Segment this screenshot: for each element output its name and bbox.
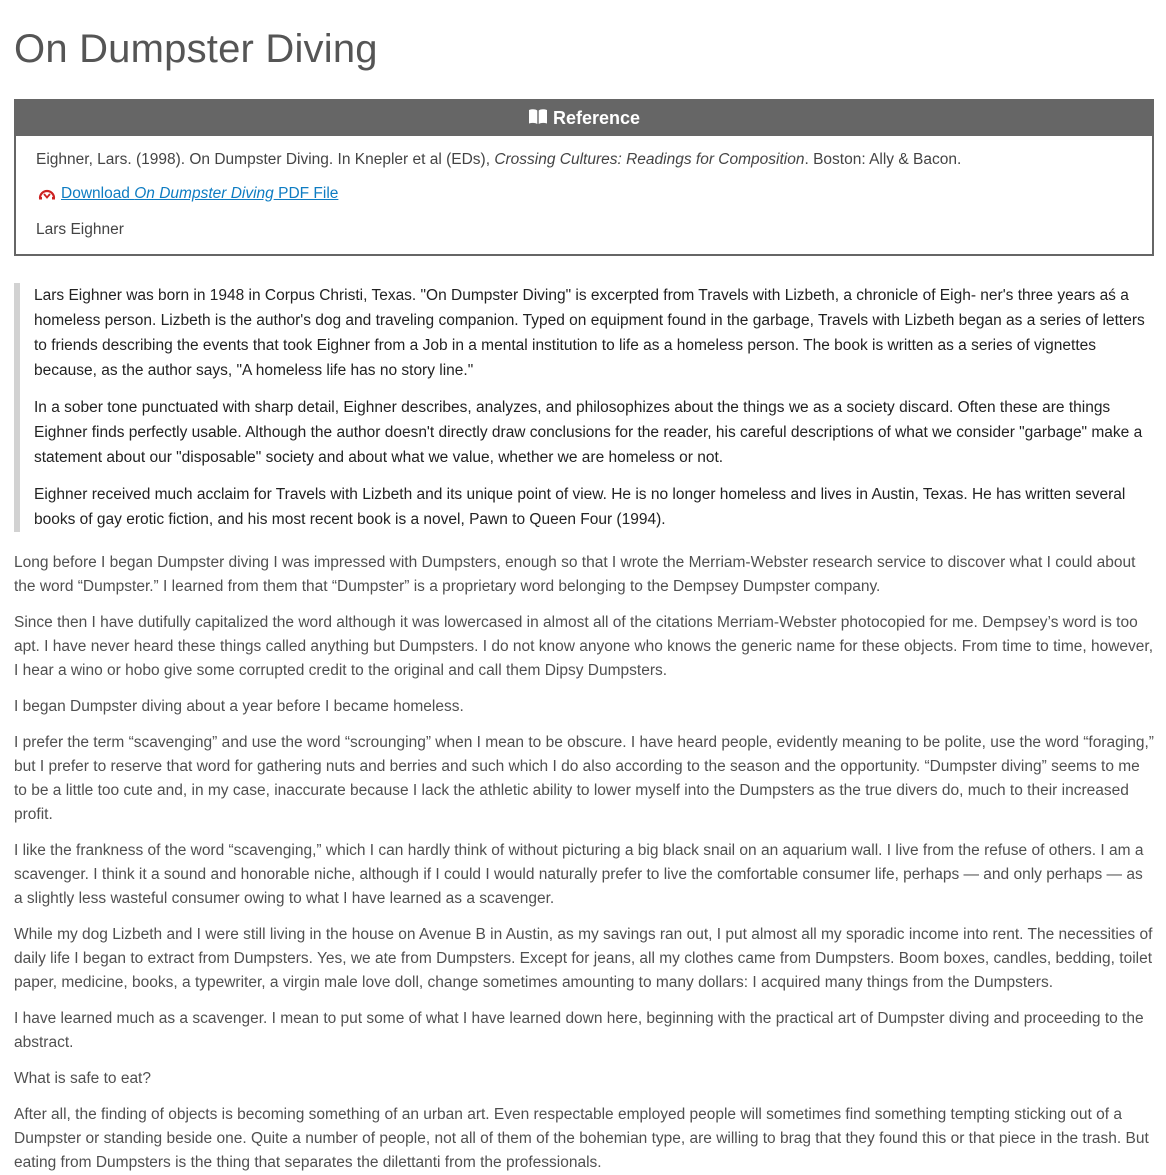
article-paragraph: While my dog Lizbeth and I were still living in the house on Avenue B in Austin, as my savings ran out, I put almost all my sporadic income into rent. The necessities of daily life I began to extract from Dumpsters. Yes, we ate from Dumpsters. Except for jeans, all my clothes came from Dumpsters. Boom boxes, candles, bedding, toilet paper, medicine, books, a typewriter, a virgin male love doll, change sometimes amounting to many dollars: I acquired many things from the Dumpsters.: [14, 926, 1153, 991]
reference-box: [14, 99, 1154, 256]
download-file-icon: [38, 184, 56, 208]
article-paragraph: What is safe to eat?: [14, 1070, 151, 1087]
intro-paragraph: In a sober tone punctuated with sharp detail, Eighner describes, analyzes, and philosophizes about the things we as a society discard. Often these are things Eighner finds perfectly usable. Although the author doesn't directly draw conclusions for the reader, his careful descriptions of what we consider "garbage" make a statement about our "disposable" society and about what we value, whether we are homeless or not.: [34, 399, 1143, 466]
page-title: On Dumpster Diving: [14, 27, 378, 71]
download-pdf-link[interactable]: [61, 185, 338, 202]
reference-body: [16, 136, 1152, 254]
reference-author: Lars Eighner: [36, 221, 124, 238]
book-open-icon: [528, 108, 553, 130]
download-link-suffix: PDF File: [273, 185, 339, 202]
article-paragraph: I have learned much as a scavenger. I mean to put some of what I have learned down here, beginning with the practical art of Dumpster diving and proceeding to the abstract.: [14, 1010, 1144, 1051]
citation-book-title: Crossing Cultures: Readings for Composition: [494, 151, 805, 168]
download-link-title: On Dumpster Diving: [134, 185, 274, 202]
download-link-prefix: Download: [61, 185, 135, 202]
intro-paragraph: Eighner received much acclaim for Travels with Lizbeth and its unique point of view. He is no longer homeless and lives in Austin, Texas. He has written several books of gay erotic fiction, and his most recent book is a novel, Pawn to Queen Four (1994).: [34, 486, 1126, 528]
article-paragraph: I prefer the term “scavenging” and use the word “scrounging” when I mean to be obscure. I have heard people, evidently meaning to be polite, use the word “foraging,” but I prefer to reserve that word for gathering nuts and berries and such which I do also according to the season and the opportunity. “Dumpster diving” seems to me to be a little too cute and, in my case, inaccurate because I lack the athletic ability to lower myself into the Dumpsters as the true divers do, much to their increased profit.: [14, 734, 1154, 823]
citation-text: Eighner, Lars. (1998). On Dumpster Diving. In Knepler et al (EDs),: [36, 151, 495, 168]
article-paragraph: I began Dumpster diving about a year before I became homeless.: [14, 698, 464, 715]
article-paragraph: Since then I have dutifully capitalized the word although it was lowercased in almost all of the citations Merriam-Webster photocopied for me. Dempsey’s word is too apt. I have never heard these things called anything but Dumpsters. I do not know anyone who knows the generic name for these objects. From time to time, however, I hear a wino or hobo give some corrupted credit to the original and call them Dipsy Dumpsters.: [14, 614, 1154, 679]
reference-header-label: Reference: [552, 108, 641, 128]
article-paragraph: I like the frankness of the word “scavenging,” which I can hardly think of without picturing a big black snail on an aquarium wall. I live from the refuse of others. I am a scavenger. I think it a sound and honorable niche, although if I could I would naturally prefer to live the comfortable consumer life, perhaps — and only perhaps — as a slightly less wasteful consumer owing to what I have learned as a scavenger.: [14, 842, 1144, 907]
download-line: [36, 182, 1132, 208]
reference-header: [16, 101, 1152, 136]
author-intro-blockquote: [14, 283, 1154, 532]
citation: [36, 148, 1132, 172]
article-body: [14, 551, 1154, 1175]
intro-paragraph: Lars Eighner was born in 1948 in Corpus Christi, Texas. "On Dumpster Diving" is excerpted from Travels with Lizbeth, a chronicle of Eigh- ner's three years aś a homeless person. Lizbeth is the author's dog and traveling companion. Typed on equipment found in the garbage, Travels with Lizbeth began as a series of letters to friends describing the events that took Eighner from a Job in a mental institution to life as a homeless person. The book is written as a series of vignettes because, as the author says, "A homeless life has no story line.": [34, 287, 1145, 379]
citation-publisher: . Boston: Ally & Bacon.: [804, 151, 962, 168]
article-paragraph: Long before I began Dumpster diving I was impressed with Dumpsters, enough so that I wrote the Merriam-Webster research service to discover what I could about the word “Dumpster.” I learned from them that “Dumpster” is a proprietary word belonging to the Dempsey Dumpster company.: [14, 554, 1136, 595]
article-paragraph: After all, the finding of objects is becoming something of an urban art. Even respectable employed people will sometimes find something tempting sticking out of a Dumpster or standing beside one. Quite a number of people, not all of them of the bohemian type, are willing to brag that they found this or that piece in the trash. But eating from Dumpsters is the thing that separates the dilettanti from the professionals.: [14, 1106, 1149, 1171]
